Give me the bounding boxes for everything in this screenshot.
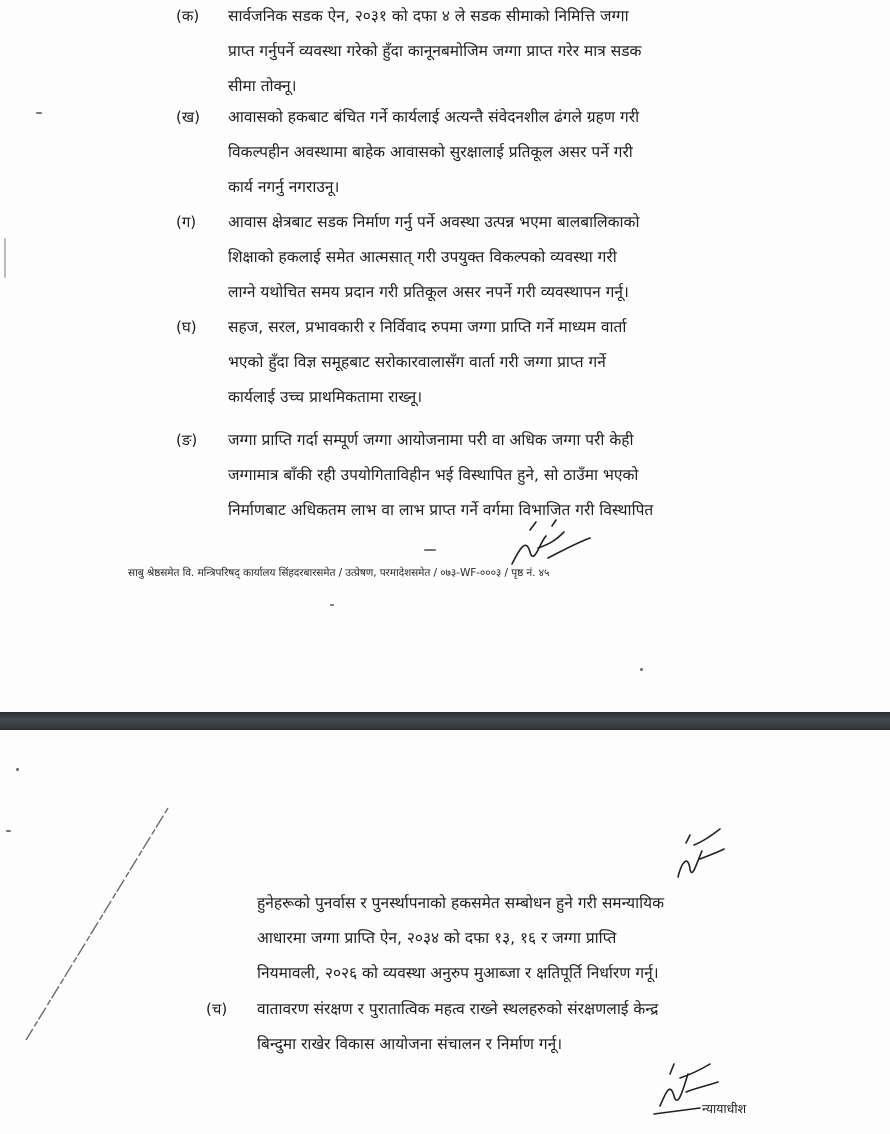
item-line: प्राप्त गर्नुपर्ने व्यवस्था गरेको हुँदा कानूनबमोजिम जग्गा प्राप्त गरेर मात्र सडक — [228, 42, 642, 60]
scan-speck — [16, 768, 19, 771]
item-marker-ga: (ग) — [176, 213, 197, 231]
item-gha — [228, 310, 626, 415]
item-line: वातावरण संरक्षण र पुरातात्विक महत्व राख्ने स्थलहरुको संरक्षणलाई केन्द्र — [257, 1000, 659, 1018]
item-marker-cha: (च) — [206, 1000, 228, 1018]
item-kha — [228, 100, 639, 205]
scan-speck — [640, 668, 643, 671]
item-line: भएको हुँदा विज्ञ समूहबाट सरोकारवालासँग वार्ता गरी जग्गा प्राप्त गर्ने — [228, 353, 606, 371]
item-cha — [257, 992, 658, 1062]
item-line: शिक्षाको हकलाई समेत आत्मसात् गरी उपयुक्त विकल्पको व्यवस्था गरी — [228, 248, 617, 266]
paragraph-line: हुनेहरूको पुनर्वास र पुनर्स्थापनाको हकसमेत सम्बोधन हुने गरी समन्यायिक — [257, 894, 665, 912]
document-page-2 — [0, 730, 890, 1134]
scan-speck — [36, 112, 42, 114]
item-line: निर्माणबाट अधिकतम लाभ वा लाभ प्राप्त गर्ने वर्गमा विभाजित गरी विस्थापित — [228, 501, 654, 519]
item-marker-ka: (क) — [176, 7, 200, 25]
item-line: कार्य नगर्नु नगराउनू। — [228, 178, 340, 196]
item-line: सीमा तोक्नू। — [228, 77, 297, 95]
scan-speck — [424, 549, 436, 551]
footer-case-number: ०७३-WF-०००३ — [440, 567, 502, 579]
item-line: लाग्ने यथोचित समय प्रदान गरी प्रतिकूल असर नपर्ने गरी व्यवस्थापन गर्नू। — [228, 283, 629, 301]
item-line: कार्यलाई उच्च प्राथमिकतामा राख्नू। — [228, 388, 423, 406]
footer-case-title: साबु श्रेष्ठसमेत वि. मन्त्रिपरिषद् कार्यालय सिंहदरबारसमेत — [128, 567, 336, 579]
item-line: बिन्दुमा राखेर विकास आयोजना संचालन र निर्माण गर्नू। — [257, 1035, 563, 1053]
item-marker-nga: (ङ) — [176, 431, 198, 449]
footer-page-number: पृष्ठ नं. ४५ — [511, 567, 550, 579]
item-line: आवास क्षेत्रबाट सडक निर्माण गर्नु पर्ने अवस्था उत्पन्न भएमा बालबालिकाको — [228, 213, 640, 231]
item-marker-gha: (घ) — [176, 318, 197, 336]
scan-speck — [4, 238, 6, 278]
page-footer: साबु श्रेष्ठसमेत वि. मन्त्रिपरिषद् कार्यालय सिंहदरबारसमेत / उत्प्रेषण, परमादेशसमेत / ०७३-WF-०००३ / पृष्ठ नं. ४५ — [128, 567, 550, 579]
item-line: जग्गामात्र बाँकी रही उपयोगिताविहीन भई विस्थापित हुने, सो ठाउँमा भएको — [228, 466, 639, 484]
page-divider — [0, 712, 890, 730]
scan-speck — [6, 830, 11, 832]
item-nga — [228, 423, 653, 528]
item-line: आवासको हकबाट बंचित गर्ने कार्यलाई अत्यन्तै संवेदनशील ढंगले ग्रहण गरी — [228, 108, 640, 126]
footer-case-type: उत्प्रेषण, परमादेशसमेत — [345, 567, 431, 579]
item-line: सहज, सरल, प्रभावकारी र निर्विवाद रुपमा जग्गा प्राप्ति गर्ने माध्यम वार्ता — [228, 318, 627, 336]
scan-speck — [330, 604, 334, 606]
item-ka — [228, 0, 641, 104]
item-ga — [228, 205, 639, 310]
paragraph-line: आधारमा जग्गा प्राप्ति ऐन, २०३४ को दफा १३, १६ र जग्गा प्राप्ति — [257, 929, 617, 947]
item-line: सार्वजनिक सडक ऐन, २०३१ को दफा ४ ले सडक सीमाको निमित्ति जग्गा — [228, 7, 629, 25]
item-line: जग्गा प्राप्ति गर्दा सम्पूर्ण जग्गा आयोजनामा परी वा अधिक जग्गा परी केही — [228, 431, 634, 449]
paragraph-line: नियमावली, २०२६ को व्यवस्था अनुरुप मुआब्जा र क्षतिपूर्ति निर्धारण गर्नू। — [257, 964, 659, 982]
continuation-paragraph — [257, 886, 664, 991]
item-marker-kha: (ख) — [176, 108, 200, 126]
initials-signature-icon — [660, 825, 730, 895]
judge-label: न्यायाधीश — [702, 1101, 747, 1116]
item-line: विकल्पहीन अवस्थामा बाहेक आवासको सुरक्षालाई प्रतिकूल असर पर्ने गरी — [228, 143, 633, 161]
scan-streak — [18, 800, 178, 1050]
